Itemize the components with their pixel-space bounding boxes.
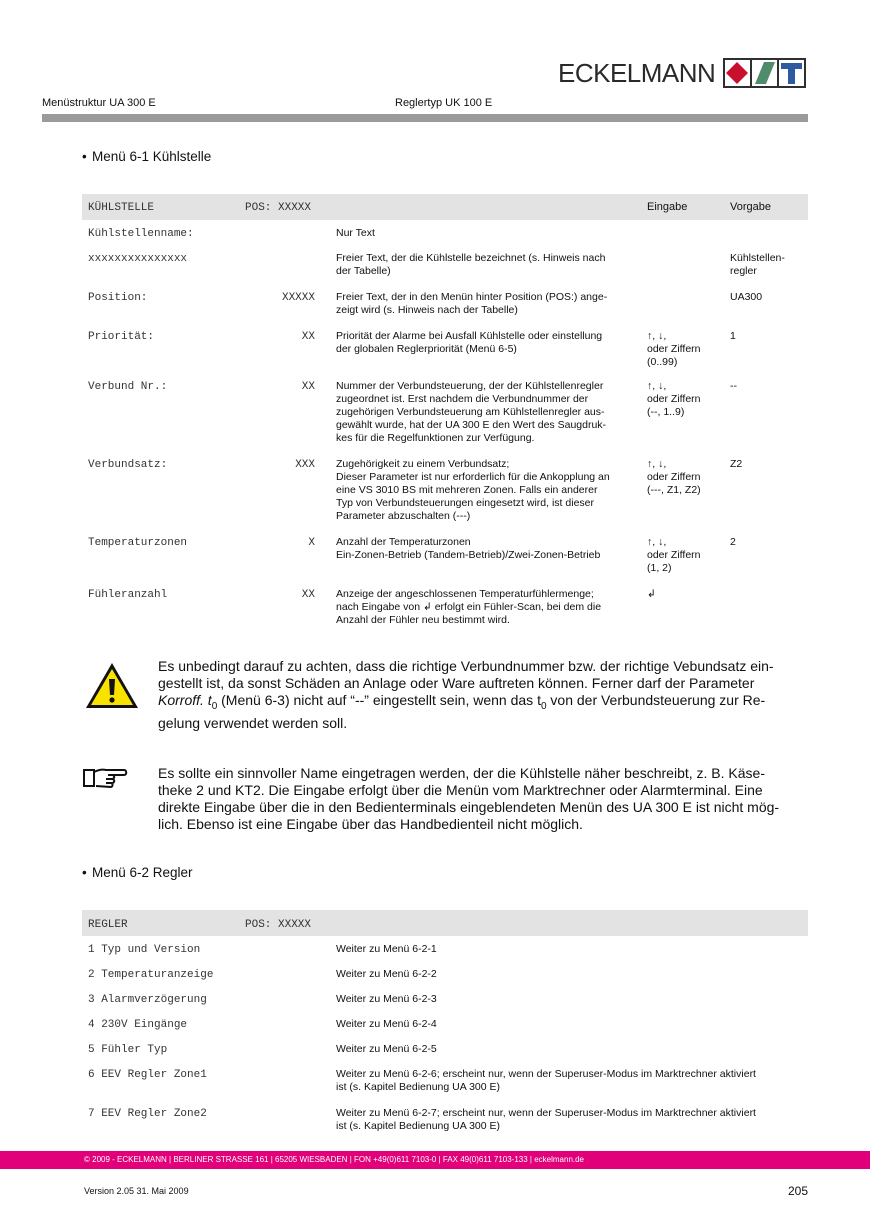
description-line: Weiter zu Menü 6-2-4: [336, 1018, 437, 1030]
table2-param: 2 Temperaturanzeige: [88, 969, 214, 981]
description-line: eine VS 3010 BS mit mehreren Zonen. Falls ein anderer: [336, 484, 598, 496]
description-line: Freier Text, der in den Menün hinter Position (POS:) ange-: [336, 291, 608, 303]
hint-text: [158, 765, 808, 833]
table1-param: Position:: [88, 292, 148, 304]
table2-param: 1 Typ und Version: [88, 944, 201, 956]
input-line: (0..99): [647, 356, 678, 368]
description-line: Anzeige der angeschlossenen Temperaturfühlermenge;: [336, 588, 594, 600]
header-left: Menüstruktur UA 300 E: [42, 97, 156, 109]
footer-text: © 2009 - ECKELMANN | BERLINER STRASSE 161 | 65205 WIESBADEN | FON +49(0)611 7103-0 | FAX 49(0)611 7103-133 | eckelmann.de: [84, 1155, 585, 1164]
description-line: der globalen Reglerpriorität (Menü 6-5): [336, 343, 517, 355]
input-line: (1, 2): [647, 562, 672, 574]
eckelmann-logo: [558, 57, 806, 89]
section-title-text: Menü 6-1 Kühlstelle: [92, 149, 212, 164]
description-line: zeigt wird (s. Hinweis nach der Tabelle): [336, 304, 518, 316]
table2-head-pos: POS: XXXXX: [245, 919, 312, 931]
hint-line: direkte Eingabe über die in den Bedienterminals eingeblendeten Menün des UA 300 E ist nicht mög-: [158, 799, 780, 815]
header-bar: [42, 114, 808, 122]
table1-description: [336, 291, 636, 317]
table1-head-eingabe: Eingabe: [647, 201, 688, 213]
table1-default: [730, 252, 785, 278]
table1-param: Verbund Nr.:: [88, 381, 168, 393]
table1-value: XXX: [295, 459, 315, 471]
hint-line: theke 2 und KT2. Die Eingabe erfolgt über die Menün vom Marktrechner oder Alarmterminal. Eine: [158, 782, 763, 798]
warning-line: gelung verwendet werden soll.: [158, 714, 348, 731]
table2-description: [336, 943, 806, 956]
input-line: oder Ziffern: [647, 549, 701, 561]
input-line: ↑, ↓,: [647, 458, 667, 470]
table1-head-vorgabe: Vorgabe: [730, 201, 771, 213]
logo-text: ECKELMANN: [558, 57, 716, 88]
pointing-hand-icon: [82, 767, 128, 789]
table2-param: 5 Fühler Typ: [88, 1044, 168, 1056]
table2-description: [336, 1107, 806, 1133]
input-line: oder Ziffern: [647, 393, 701, 405]
description-line: Weiter zu Menü 6-2-2: [336, 968, 437, 980]
table1-input: [647, 536, 701, 575]
table1-description: [336, 380, 636, 445]
table1-head-name: KÜHLSTELLE: [88, 202, 155, 214]
description-line: zugehörigen Verbundsteuerung am Kühlstellenregler aus-: [336, 406, 605, 418]
table1-param: Priorität:: [88, 331, 155, 343]
page-number: 205: [788, 1184, 809, 1198]
default-line: UA300: [730, 291, 763, 303]
table2-header: [82, 910, 808, 936]
warning-param: Korroff. t: [158, 692, 212, 708]
description-line: Weiter zu Menü 6-2-3: [336, 993, 437, 1005]
table1-input: [647, 588, 656, 601]
input-line: (---, Z1, Z2): [647, 484, 701, 496]
description-line: Priorität der Alarme bei Ausfall Kühlstelle oder einstellung: [336, 330, 603, 342]
table1-description: [336, 536, 636, 562]
table1-description: [336, 588, 636, 627]
table1-input: [647, 380, 701, 419]
default-line: --: [730, 380, 737, 392]
table1-value: XX: [301, 331, 315, 343]
header-middle: Reglertyp UK 100 E: [395, 97, 493, 109]
table1-param: Kühlstellenname:: [88, 228, 194, 240]
description-line: Typ von Verbundsteuerungen eingesetzt wird, ist dieser: [336, 497, 594, 509]
section-title-text: Menü 6-2 Regler: [92, 865, 193, 880]
table2-description: [336, 1043, 806, 1056]
input-line: ↑, ↓,: [647, 330, 667, 342]
description-line: Weiter zu Menü 6-2-6; erscheint nur, wenn der Superuser-Modus im Marktrechner aktiviert: [336, 1068, 756, 1080]
warning-sub: 0: [211, 700, 218, 712]
description-line: Freier Text, der die Kühlstelle bezeichnet (s. Hinweis nach: [336, 252, 606, 264]
description-line: Anzahl der Temperaturzonen: [336, 536, 471, 548]
description-line: kes für die Regelfunktionen zur Verfügung.: [336, 432, 535, 444]
default-line: 1: [730, 330, 736, 342]
warning-rest: von der Verbundsteuerung zur Re-: [546, 692, 766, 708]
table2-param: 7 EEV Regler Zone2: [88, 1108, 207, 1120]
table1-default: [730, 536, 736, 549]
table2-head-name: REGLER: [88, 919, 128, 931]
table2-param: 6 EEV Regler Zone1: [88, 1069, 207, 1081]
table1-input: [647, 458, 701, 497]
description-line: Nummer der Verbundsteuerung, der der Kühlstellenregler: [336, 380, 604, 392]
hint-line: Es sollte ein sinnvoller Name eingetragen werden, der die Kühlstelle näher beschreibt, z. B. Käse-: [158, 765, 765, 781]
warning-sub: 0: [540, 700, 547, 712]
table1-value: X: [308, 537, 315, 549]
table2-param: 3 Alarmverzögerung: [88, 994, 207, 1006]
input-line: ↑, ↓,: [647, 380, 667, 392]
description-line: Zugehörigkeit zu einem Verbundsatz;: [336, 458, 510, 470]
description-line: ist (s. Kapitel Bedienung UA 300 E): [336, 1120, 501, 1132]
table1-param: Verbundsatz:: [88, 459, 168, 471]
description-line: Nur Text: [336, 227, 375, 239]
input-line: oder Ziffern: [647, 343, 701, 355]
description-line: zugeordnet ist. Erst nachdem die Verbundnummer der: [336, 393, 589, 405]
description-line: gewählt wurde, hat der UA 300 E den Wert des Saugdruk-: [336, 419, 607, 431]
default-line: Kühlstellen-: [730, 252, 785, 264]
description-line: Weiter zu Menü 6-2-7; erscheint nur, wenn der Superuser-Modus im Marktrechner aktiviert: [336, 1107, 756, 1119]
table2-description: [336, 1018, 806, 1031]
table2-description: [336, 1068, 806, 1094]
table2-param: 4 230V Eingänge: [88, 1019, 188, 1031]
table1-value: XX: [301, 381, 315, 393]
logo-mark-icon: [723, 58, 806, 88]
input-line: oder Ziffern: [647, 471, 701, 483]
hint-line: lich. Ebenso ist eine Eingabe über das Handbedienteil nicht möglich.: [158, 816, 583, 832]
input-line: ↲: [647, 588, 656, 600]
default-line: 2: [730, 536, 736, 548]
table1-description: [336, 458, 636, 523]
table1-default: [730, 380, 737, 393]
table1-description: [336, 330, 636, 356]
table1-param: xxxxxxxxxxxxxxx: [88, 253, 188, 265]
section-title-6-2: • Menü 6-2 Regler: [82, 865, 193, 880]
table1-param: Fühleranzahl: [88, 589, 168, 601]
description-line: ist (s. Kapitel Bedienung UA 300 E): [336, 1081, 501, 1093]
warning-text: [158, 658, 808, 732]
warning-line: Es unbedingt darauf zu achten, dass die richtige Verbundnummer bzw. der richtige Vebundsatz ein-: [158, 658, 774, 674]
table1-value: XX: [301, 589, 315, 601]
default-line: Z2: [730, 458, 743, 470]
description-line: Weiter zu Menü 6-2-1: [336, 943, 437, 955]
warning-rest: (Menü 6-3) nicht auf “--” eingestellt sein, wenn das t: [217, 692, 541, 708]
description-line: Parameter abzuschalten (---): [336, 510, 471, 522]
input-line: ↑, ↓,: [647, 536, 667, 548]
table2-description: [336, 968, 806, 981]
table1-default: [730, 291, 762, 304]
warning-line: [158, 692, 808, 715]
warning-triangle-icon: [84, 661, 140, 711]
description-line: der Tabelle): [336, 265, 391, 277]
description-line: Ein-Zonen-Betrieb (Tandem-Betrieb)/Zwei-Zonen-Betrieb: [336, 549, 601, 561]
table1-description: [336, 252, 636, 278]
description-line: Dieser Parameter ist nur erforderlich für die Ankopplung an: [336, 471, 610, 483]
description-line: Weiter zu Menü 6-2-5: [336, 1043, 437, 1055]
section-title-6-1: • Menü 6-1 Kühlstelle: [82, 149, 212, 164]
table1-input: [647, 330, 701, 369]
input-line: (--, 1..9): [647, 406, 685, 418]
description-line: Anzahl der Fühler neu bestimmt wird.: [336, 614, 510, 626]
table1-default: [730, 330, 736, 343]
default-line: regler: [730, 265, 757, 277]
description-line: nach Eingabe von ↲ erfolgt ein Fühler-Scan, bei dem die: [336, 601, 602, 613]
version-info: Version 2.05 31. Mai 2009: [84, 1186, 189, 1196]
table1-param: Temperaturzonen: [88, 537, 188, 549]
table1-header: [82, 194, 808, 220]
table1-default: [730, 458, 742, 471]
table2-description: [336, 993, 806, 1006]
warning-line: gestellt ist, da sonst Schäden an Anlage oder Ware auftreten können. Ferner darf der Parameter: [158, 675, 755, 691]
table1-description: [336, 227, 636, 240]
table1-head-pos: POS: XXXXX: [245, 202, 312, 214]
table1-value: XXXXX: [281, 292, 315, 304]
